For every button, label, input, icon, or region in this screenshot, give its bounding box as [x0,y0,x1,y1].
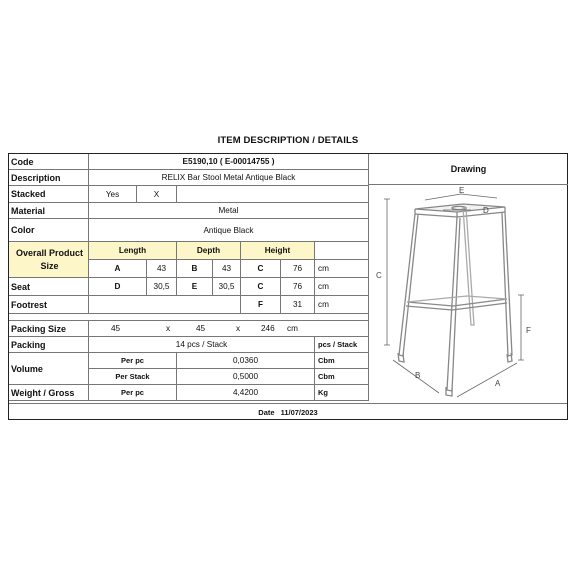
drawing-header: Drawing [369,154,568,185]
overall-size-label-line2: Size [40,260,59,271]
length-header: Length [89,242,177,260]
weight-label: Weight / Gross [9,385,89,401]
volume-per-pc-unit: Cbm [315,353,369,369]
color-value: Antique Black [89,219,369,242]
dim-label-d: D [483,206,489,215]
weight-value: 4,4200 [177,385,315,401]
footrest-f-value: 31 [281,296,315,314]
overall-unit: cm [315,260,369,278]
stool-drawing [369,185,568,400]
seat-c-value: 76 [281,278,315,296]
seat-label: Seat [9,278,89,296]
packing-size-unit: cm [287,324,298,333]
footrest-empty [89,296,241,314]
description-value: RELIX Bar Stool Metal Antique Black [89,170,369,186]
stacked-empty [177,186,369,203]
overall-header-empty [315,242,369,260]
depth-header: Depth [177,242,241,260]
color-label: Color [9,219,89,242]
packing-label: Packing [9,337,89,353]
stacked-yes: Yes [89,186,137,203]
details-table [8,153,568,420]
dim-label-a: A [495,379,501,388]
material-value: Metal [89,203,369,219]
packing-size-width: 45 [196,324,206,333]
dim-label-f: F [526,326,531,335]
footrest-unit: cm [315,296,369,314]
volume-per-pc-value: 0,0360 [177,353,315,369]
date-row [9,403,567,420]
stool-outline [398,204,512,396]
volume-per-stack-value: 0,5000 [177,369,315,385]
code-value: E5190,10 ( E-00014755 ) [89,154,369,170]
overall-size-label-line1: Overall Product [15,247,84,258]
volume-label: Volume [9,353,89,385]
overall-size-label [9,242,89,278]
material-label: Material [9,203,89,219]
weight-per-pc-label: Per pc [89,385,177,401]
overall-c-letter: C [241,260,281,278]
overall-b-letter: B [177,260,213,278]
dim-label-e: E [459,186,465,195]
seat-e-value: 30,5 [213,278,241,296]
seat-c-letter: C [241,278,281,296]
seat-unit: cm [315,278,369,296]
volume-per-pc-label: Per pc [89,353,177,369]
packing-size-x2: x [236,324,241,333]
seat-d-letter: D [89,278,147,296]
weight-unit: Kg [315,385,369,401]
volume-per-stack-label: Per Stack [89,369,177,385]
footrest-f-letter: F [241,296,281,314]
packing-size-x1: x [166,324,171,333]
seat-e-letter: E [177,278,213,296]
packing-size-label: Packing Size [9,321,89,337]
date-label: Date [258,407,275,417]
packing-size-height: 246 [261,324,275,333]
stacked-label: Stacked [9,186,89,203]
code-label: Code [9,154,89,170]
packing-value: 14 pcs / Stack [89,337,315,353]
dim-label-c: C [376,271,382,280]
spacer-row [9,314,369,321]
volume-per-stack-unit: Cbm [315,369,369,385]
description-label: Description [9,170,89,186]
title: ITEM DESCRIPTION / DETAILS [217,135,359,146]
overall-b-value: 43 [213,260,241,278]
packing-unit: pcs / Stack [315,337,369,353]
overall-a-letter: A [89,260,147,278]
stacked-x: X [137,186,177,203]
seat-d-value: 30,5 [147,278,177,296]
overall-c-value: 76 [281,260,315,278]
packing-size-length: 45 [111,324,121,333]
footrest-label: Footrest [9,296,89,314]
height-header: Height [241,242,315,260]
packing-size-values [89,321,369,337]
dim-label-b: B [415,371,421,380]
date-value: 11/07/2023 [280,407,318,417]
overall-a-value: 43 [147,260,177,278]
